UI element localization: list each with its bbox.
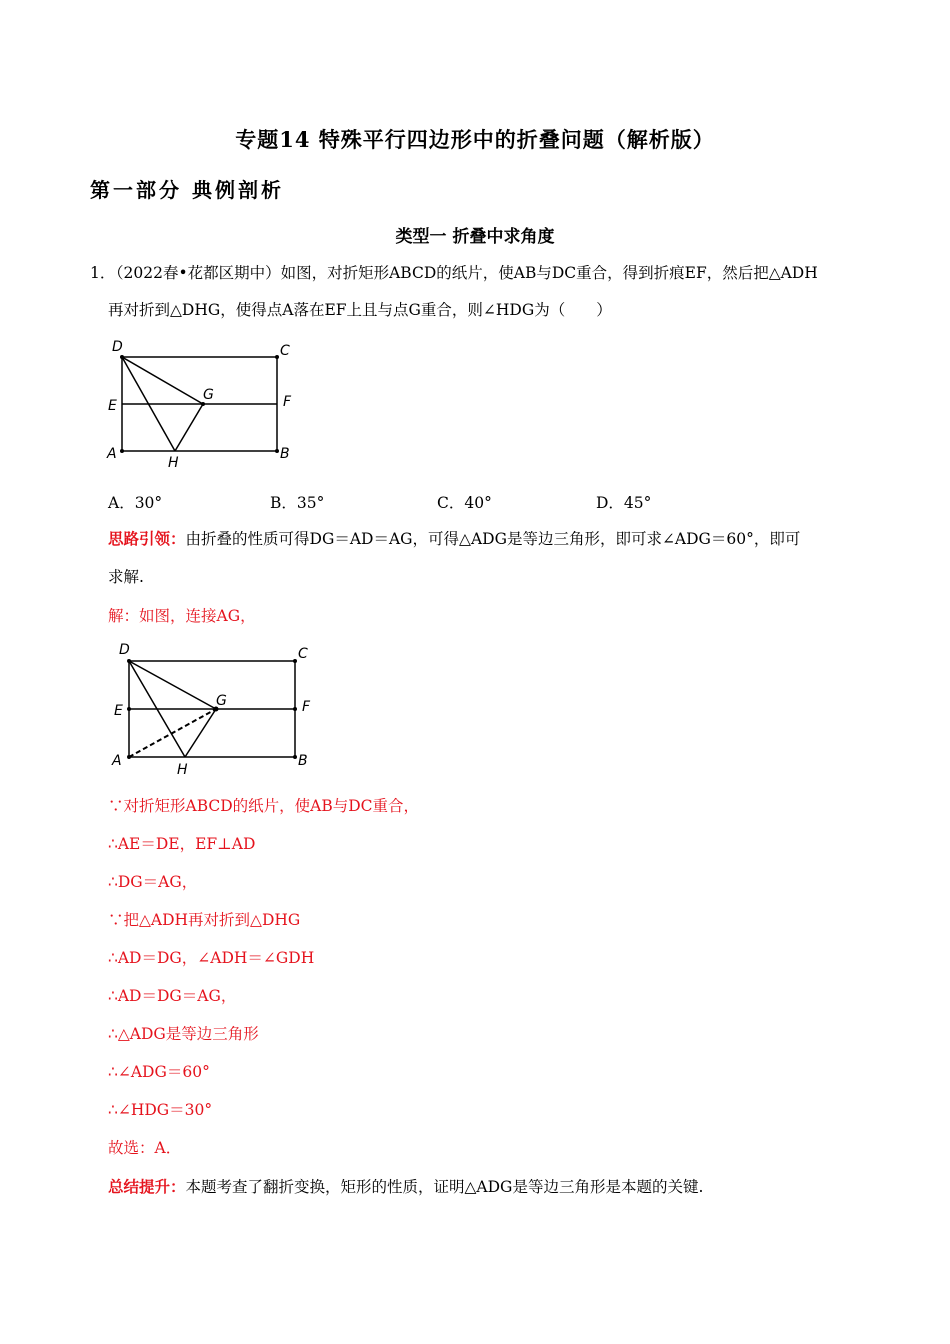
point-c <box>293 659 297 663</box>
step-8: ∴∠ADG＝60° <box>108 1063 210 1081</box>
option-d: D．45° <box>596 494 652 512</box>
page-title: 专题14 特殊平行四边形中的折叠问题（解析版） <box>235 127 715 152</box>
step-5: ∴AD＝DG，∠ADH＝∠GDH <box>108 949 315 967</box>
step-3: ∴DG＝AG， <box>108 873 198 891</box>
segment-gh <box>185 709 216 757</box>
label-g: G <box>216 693 227 709</box>
label-h: H <box>168 455 179 470</box>
hint-line-1 <box>108 529 800 549</box>
question-source: （2022春•花都区期中） <box>108 264 281 282</box>
question-line-2: 再对折到△DHG，使得点A落在EF上且与点G重合，则∠HDG为（ ） <box>108 301 612 319</box>
label-a: A <box>112 753 122 769</box>
summary-label: 总结提升： <box>108 1177 186 1196</box>
question-line-1 <box>108 263 818 283</box>
segment-dg <box>129 661 216 709</box>
solution-intro: 解：如图，连接AG， <box>108 607 256 625</box>
label-d: D <box>112 339 123 355</box>
step-7: ∴△ADG是等边三角形 <box>108 1025 259 1043</box>
hint-line-2: 求解. <box>108 568 144 586</box>
options-row <box>108 491 808 513</box>
segment-gh <box>175 404 203 451</box>
point-e <box>127 707 131 711</box>
label-f: F <box>302 699 311 715</box>
point-a <box>127 755 131 759</box>
label-c: C <box>298 646 308 662</box>
label-b: B <box>280 446 290 462</box>
hint-text-1: 由折叠的性质可得DG＝AD＝AG，可得△ADG是等边三角形，即可求∠ADG＝60°，即可 <box>185 530 801 548</box>
point-b <box>293 755 297 759</box>
label-a: A <box>107 446 117 462</box>
point-f <box>293 707 297 711</box>
hint-label: 思路引领： <box>108 529 186 548</box>
label-c: C <box>280 343 290 359</box>
label-f: F <box>283 394 292 410</box>
step-1: ∵对折矩形ABCD的纸片，使AB与DC重合， <box>108 797 420 815</box>
step-9: ∴∠HDG＝30° <box>108 1101 213 1119</box>
summary-text: 本题考查了翻折变换，矩形的性质，证明△ADG是等边三角形是本题的关键. <box>185 1178 704 1196</box>
step-10: 故选：A． <box>108 1139 182 1157</box>
step-2: ∴AE＝DE，EF⊥AD <box>108 835 256 853</box>
part-heading: 第一部分 典例剖析 <box>90 178 284 202</box>
point-a <box>120 449 124 453</box>
question-number: 1． <box>90 264 116 282</box>
summary <box>108 1177 703 1197</box>
point-d <box>120 355 124 359</box>
step-4: ∵把△ADH再对折到△DHG <box>108 911 301 929</box>
label-d: D <box>119 642 130 658</box>
label-g: G <box>203 387 214 403</box>
question-figure <box>100 335 310 470</box>
point-c <box>275 355 279 359</box>
option-b: B．35° <box>270 494 325 512</box>
step-6: ∴AD＝DG＝AG， <box>108 987 237 1005</box>
point-d <box>127 659 131 663</box>
option-a: A．30° <box>108 494 163 512</box>
question-text-1: 如图，对折矩形ABCD的纸片，使AB与DC重合，得到折痕EF，然后把△ADH <box>280 264 818 282</box>
solution-figure <box>100 637 325 782</box>
option-c: C．40° <box>437 494 492 512</box>
section-heading: 类型一 折叠中求角度 <box>395 227 555 247</box>
segment-ag <box>129 709 216 757</box>
label-h: H <box>177 762 188 778</box>
label-b: B <box>298 753 308 769</box>
point-b <box>275 449 279 453</box>
label-e: E <box>114 703 123 719</box>
segment-dg <box>122 357 203 404</box>
label-e: E <box>108 398 117 414</box>
